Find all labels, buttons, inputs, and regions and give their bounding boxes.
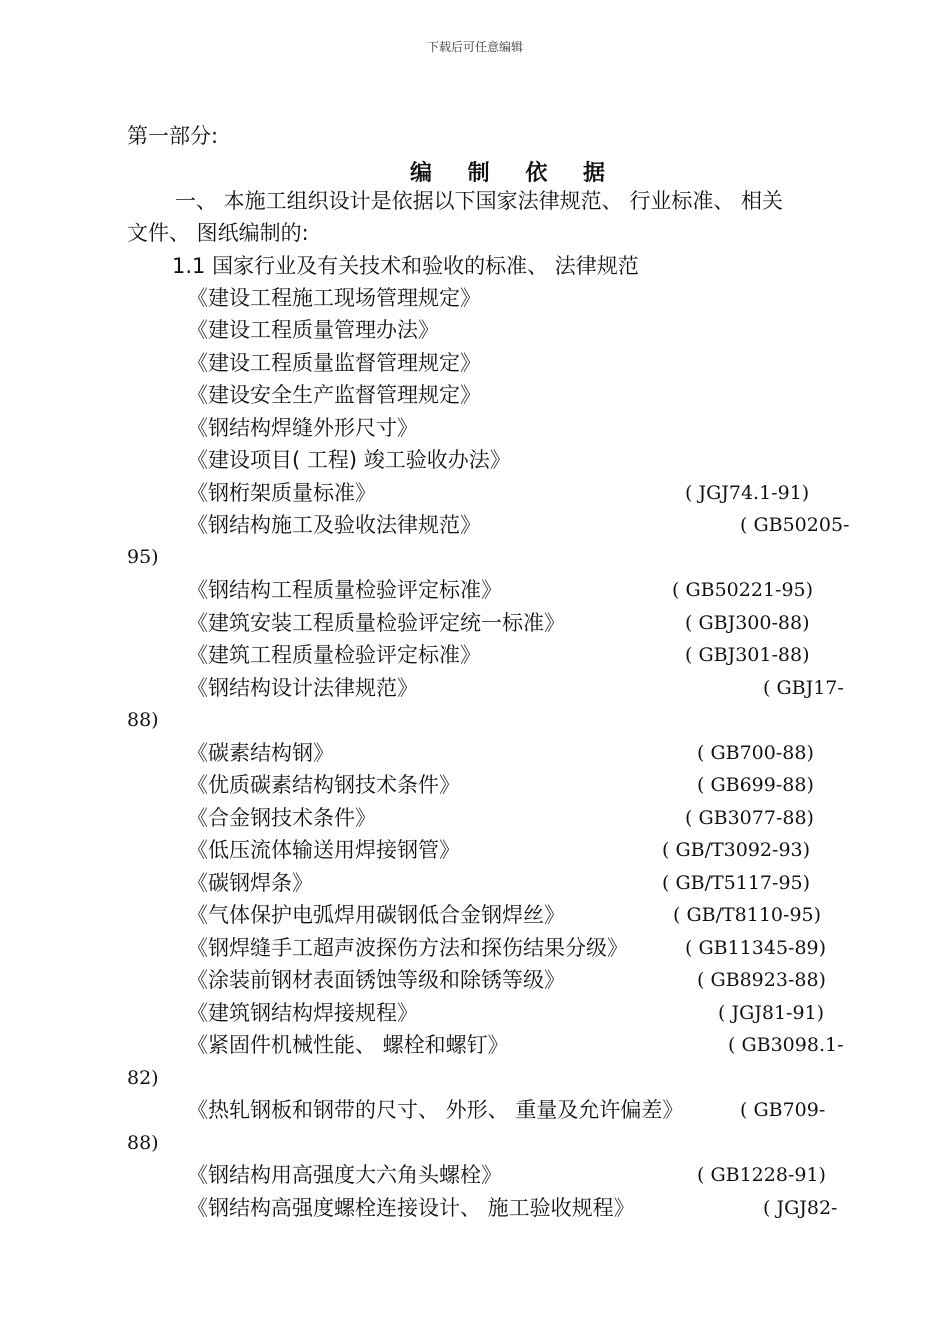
standard-name: 《钢结构高强度螺栓连接设计、 施工验收规程》 (187, 1196, 635, 1220)
standard-code: ( GB11345-89) (685, 937, 827, 959)
standard-code: ( GB/T8110-95) (673, 904, 822, 926)
standard-code: ( JGJ74.1-91) (685, 482, 810, 504)
standard-code: ( GB709- (740, 1099, 826, 1121)
standard-name: 《钢桁架质量标准》 (187, 481, 376, 505)
standard-name: 《建设安全生产监督管理规定》 (187, 383, 481, 407)
standard-name: 《碳钢焊条》 (187, 871, 313, 895)
standard-code-wrap: 82) (127, 1067, 159, 1089)
part-heading: 第一部分: (127, 124, 219, 148)
page-header-note: 下载后可任意编辑 (426, 40, 523, 54)
standard-name: 《紧固件机械性能、 螺栓和螺钉》 (187, 1033, 509, 1057)
standard-name: 《优质碳素结构钢技术条件》 (187, 773, 460, 797)
standard-code: ( GBJ17- (763, 677, 844, 699)
standard-name: 《建设工程施工现场管理规定》 (187, 286, 481, 310)
standard-code: ( JGJ81-91) (718, 1002, 825, 1024)
standard-code: ( GBJ301-88) (685, 644, 810, 666)
standard-name: 《建筑钢结构焊接规程》 (187, 1001, 418, 1025)
standard-code: ( GB699-88) (697, 774, 814, 796)
standard-name: 《气体保护电弧焊用碳钢低合金钢焊丝》 (187, 903, 565, 927)
standard-code: ( GB3077-88) (685, 807, 814, 829)
standard-name: 《钢结构工程质量检验评定标准》 (187, 578, 502, 602)
standard-name: 《热轧钢板和钢带的尺寸、 外形、 重量及允许偏差》 (187, 1098, 684, 1122)
standard-name: 《合金钢技术条件》 (187, 806, 376, 830)
standard-code: ( GB/T3092-93) (662, 839, 811, 861)
doc-title: 编 制 依 据 (410, 161, 619, 186)
standard-name: 《建筑安装工程质量检验评定统一标准》 (187, 611, 565, 635)
standard-name: 《钢结构焊缝外形尺寸》 (187, 416, 418, 440)
standard-name: 《碳素结构钢》 (187, 741, 334, 765)
standard-code: ( GB3098.1- (728, 1034, 844, 1056)
standard-code: ( GB8923-88) (697, 969, 826, 991)
standard-name: 《建设工程质量管理办法》 (187, 318, 439, 342)
intro-line-2: 文件、 图纸编制的: (127, 221, 309, 245)
standard-code: ( GB1228-91) (697, 1164, 826, 1186)
standard-code: ( GBJ300-88) (685, 612, 810, 634)
standard-code-wrap: 88) (127, 1132, 159, 1154)
standard-code-wrap: 88) (127, 709, 159, 731)
standard-name: 《钢结构用高强度大六角头螺栓》 (187, 1163, 502, 1187)
standard-name: 《建设项目( 工程) 竣工验收办法》 (187, 448, 511, 472)
standard-name: 《钢结构设计法律规范》 (187, 676, 418, 700)
standard-name: 《建设工程质量监督管理规定》 (187, 351, 481, 375)
standard-name: 《钢焊缝手工超声波探伤方法和探伤结果分级》 (187, 936, 628, 960)
standard-name: 《钢结构施工及验收法律规范》 (187, 513, 481, 537)
standard-name: 《涂装前钢材表面锈蚀等级和除锈等级》 (187, 968, 565, 992)
section-heading: 1.1 国家行业及有关技术和验收的标准、 法律规范 (172, 254, 639, 278)
standard-code: ( GB700-88) (697, 742, 814, 764)
standard-code: ( GB50221-95) (672, 579, 814, 601)
standard-code: ( JGJ82- (763, 1197, 838, 1219)
standard-code: ( GB/T5117-95) (662, 872, 811, 894)
standard-code: ( GB50205- (740, 514, 850, 536)
standard-name: 《低压流体输送用焊接钢管》 (187, 838, 460, 862)
standard-name: 《建筑工程质量检验评定标准》 (187, 643, 481, 667)
intro-line-1: 一、 本施工组织设计是依据以下国家法律规范、 行业标准、 相关 (175, 189, 784, 213)
standard-code-wrap: 95) (127, 546, 159, 568)
